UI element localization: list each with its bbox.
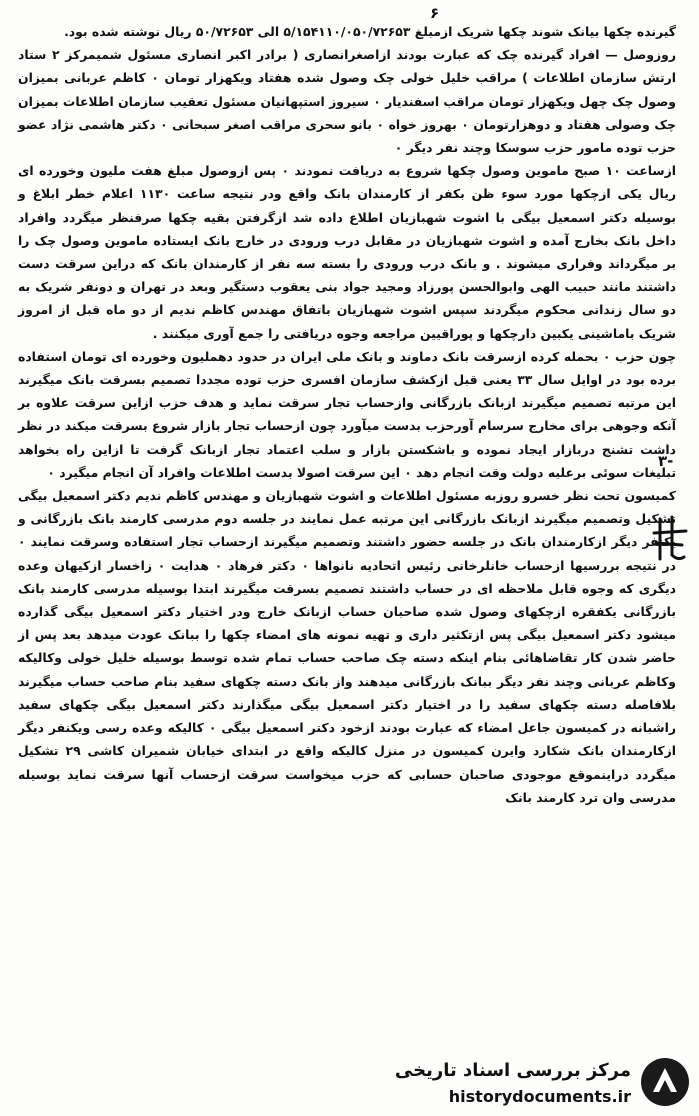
paragraph-2: روزوصل — افراد گیرنده چک که عبارت بودند ازاصغرانصاری ( برادر اکبر انصاری مسئول شمیمرکز ۲ ستاد ارتش سازمان اطلاعات ) مراقب خلیل خولی چک وصول شده هفتاد ویکهزار تومان ۰ کاظم عربانی بمیزان وصول چک چهل ویکهزار تومان مراقب اسفندیار ۰ سیروز استپهانیان مسئول تعقیب سازمان اطلاعات بمیزان چک وصولی هفتاد و دوهزارتومان ۰ بهروز خواه ۰ بانو سحری مراقب اصغر سبحانی ۰ دکتر هاشمی نژاد عضو حزب توده مامور حزب سوسکا وچند نفر دیگر ۰ (18, 47, 677, 156)
watermark-title: مرکز بررسی اسناد تاریخی (394, 1060, 631, 1081)
section-marker: ۳- (658, 452, 674, 470)
watermark (391, 1054, 691, 1112)
document-body (18, 20, 676, 809)
watermark-url: historydocuments.ir (448, 1087, 631, 1106)
paragraph-3: ازساعت ۱۰ صبح ماموین وصول چکها شروع به دریافت نمودند ۰ پس ازوصول مبلغ هفت ملیون وخورده ای ریال یکی ازچکها مورد سوء ظن بکفر از کارمندان بانک واقع ودر نتیجه ساعت ۱۱۳۰ اعلام خطر ابلاغ و بوسیله دکتر اسمعیل بیگی با اشوت شهبازیان اطلاع داده شد ازگرفتن بقیه چکها صرفنظر میگردد وافراد داخل بانک بخارج آمده و اشوت شهبازیان در مقابل درب ورودی در خارج بانک ایستاده ماموین وصول چک را بر میگرداند وفراری میشوند . و بانک درب ورودی را بسته سه نفر از کارمندان بانک که دراین سرقت دست داشتند مانند حبیب الهی وابوالحسن پورزاد ومجید جواد بنی یعقوب دستگیر وبعد در تهران و دونفر شریک به دو سال زندانی محکوم میگردند سپس اشوت شهبازیان باتفاق مهندس کاظم ندیم از دو ماه قبل از امروز شریک باماشینی یکبین دارچکها و پوراقیین مراجعه وجوه دریافتی را جمع آوری میکنند . (18, 163, 676, 341)
history-documents-logo-icon (639, 1056, 691, 1108)
paragraph-5: کمیسون تحت نظر خسرو روزبه مسئول اطلاعات و اشوت شهبازیان و مهندس کاظم ندیم دکتر اسمعیل بیگی تشکیل وتصمیم میگیرند ازبانک بازرگانی این مرتبه عمل نمایند در جلسه دوم مدرسی کارمند بانک بازرگانی و یکنفر دیگر ازکارمندان بانک در جلسه حضور داشتند وتصمیم میگیرند ازحساب تجار استفاده وسرقت نمایند ۰ در نتیجه بررسیها ازحساب خانلرخانی رئیس اتحادیه نانواها ۰ دکتر فرهاد ۰ هدایت ۰ زاخسار ازکیهان وعده دیگری که وجوه قابل ملاحظه ای در حساب داشتند تصمیم بسرقت میگیرند ابتدا بوسیله مدرسی کارمند بانک بازرگانی یکفقره ازچکهای وصول شده صاحبان حساب ازبانک خارج ودر اختیار دکتر اسمعیل بیگی گذارده میشود دکتر اسمعیل بیگی پس ازتکثیر داری و تهیه نمونه های امضاء چکها را ببانک عودت میدهد بعد پس از حاضر شدن کار تقاضاهائی بنام اینکه دسته چک صاحب حساب تمام شده توسط بوسیله خلیل خولی وکالیکه وکاظم عربانی وچند نفر دیگر ببانک بازرگانی میدهند واز بانک دسته چکهای سفید بنام صاحب حساب میگیرند بلافاصله دسته چکهای سفید را در اختیار دکتر اسمعیل بیگی میگذارند دکتر اسمعیل بیگی چکهای سفید راشبانه در کمیسون جاعل امضاء که عبارت بودند ازخود دکتر اسمعیل بیگی ۰ کالیکه وعده رسی ویکنفر دیگر ازکارمندان بانک شکارد وایرن کمیسون در منزل کالیکه واقع در ابتدای خیابان شمیران کاشی ۲۹ تشکیل میگردد دراینموقع موجودی صاحبان حسابی که حزب میخواست سرقت ازحساب آنها سرقت نماید بوسیله مدرسی وان ترد کارمند بانک (18, 488, 676, 805)
paragraph-4: چون حزب ۰ بحمله کرده ازسرقت بانک دماوند و بانک ملی ایران در حدود دهملیون وخورده ای تومان استفاده برده بود در اوایل سال ۳۳ یعنی قبل ازکشف سازمان افسری حزب توده مجددا تصمیم بسرقت بانک میگیرند این مرتبه تصمیم میگیرند ازبانک بازرگانی وازحساب تجار سرقت نماید و هدف حزب ازاین سرقت علاوه بر آنکه وجوهی برای مخارج سرسام آورحزب بدست میآورد چون ازحساب تجار بازار شروع بسرقت میکند در نظر داشت تشنج دربازار ایجاد نموده و باشکستن بازار و سلب اعتماد تجار ازبانک گرفت تا ازاین راه بخواهد تبلیغات سوئی برعلیه دولت وقت انجام دهد ۰ این سرقت اصولا بدست اطلاعات وافراد آن انجام میگیرد ۰ (18, 348, 677, 480)
paragraph-1: گیرنده چکها بیانک شوند چکها شریک ازمبلغ ۵/۱۵۴۱۱۰/۰۵۰/۷۲۶۵۳ الی ۵۰/۷۲۶۵۳ ریال نوشته شده بود. (64, 24, 676, 39)
handwritten-margin-mark-icon (652, 515, 688, 563)
page-number: ۶ (430, 4, 440, 22)
